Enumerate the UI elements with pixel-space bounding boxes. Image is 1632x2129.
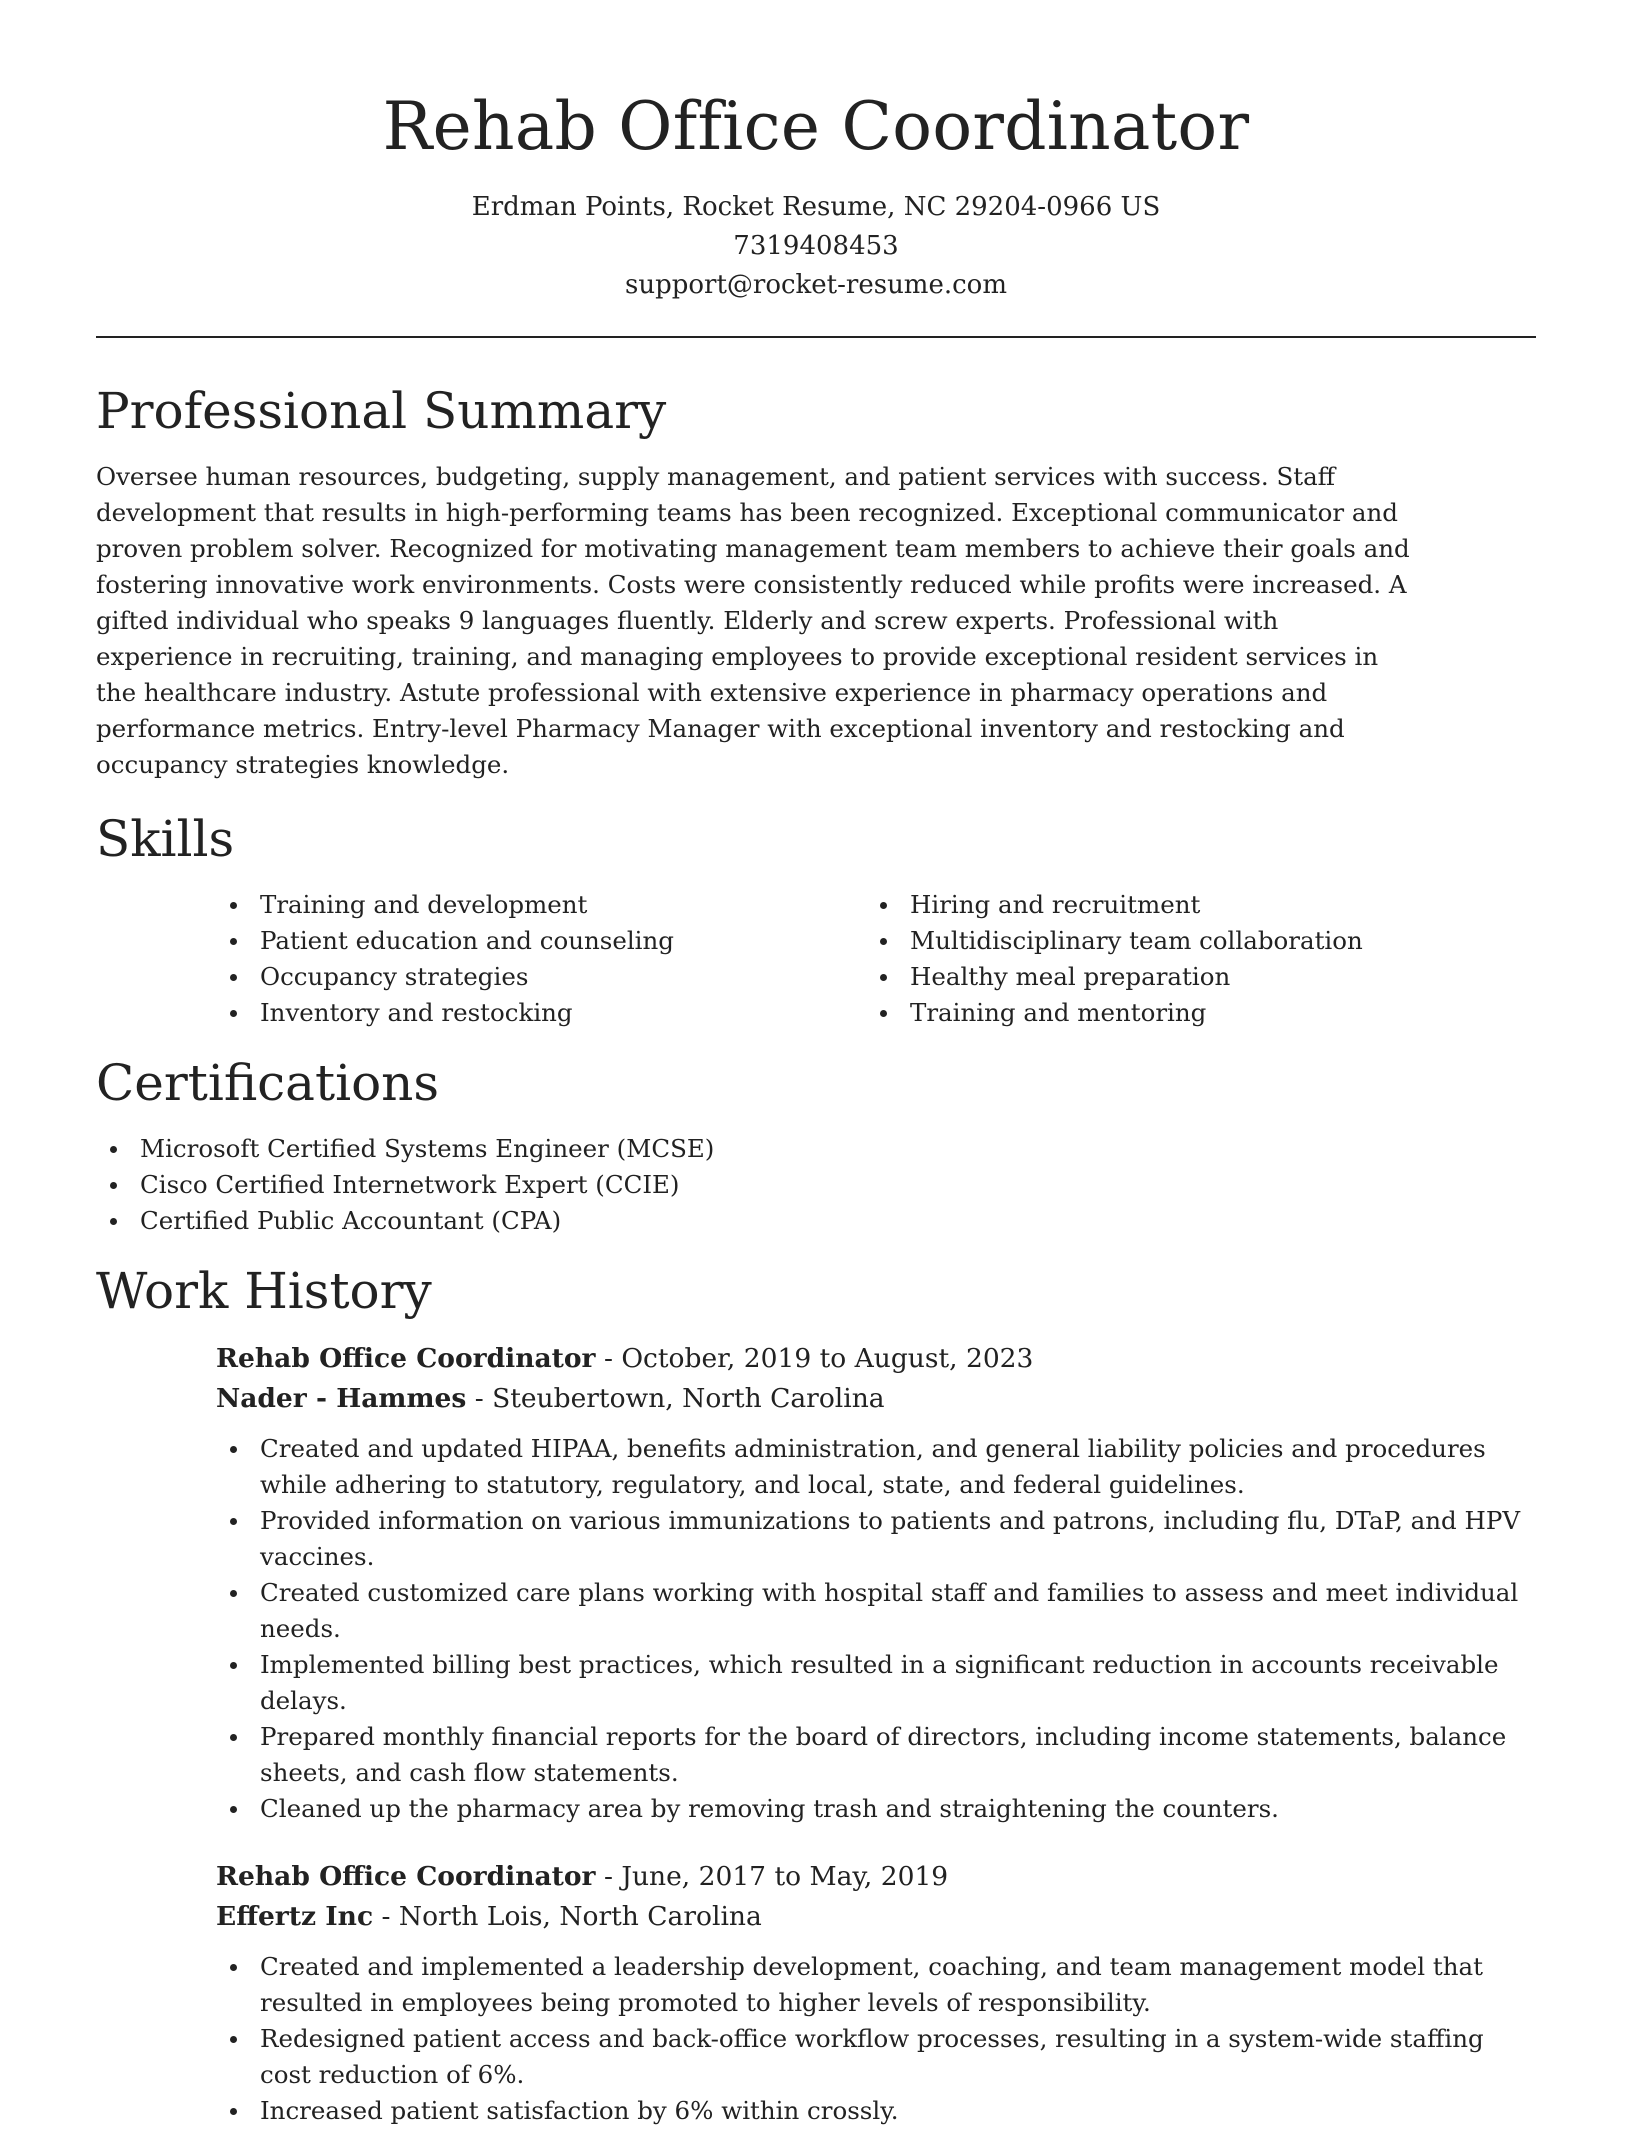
resume-header: [96, 0, 1536, 305]
list-item: Multidisciplinary team collaboration: [866, 923, 1516, 959]
list-item: Patient education and counseling: [216, 923, 866, 959]
job-entry: [216, 1339, 1536, 1827]
list-item: Cleaned up the pharmacy area by removing trash and straightening the counters.: [216, 1791, 1536, 1827]
list-item: Increased patient satisfaction by 6% within crossly.: [216, 2093, 1536, 2129]
list-item: Redesigned patient access and back-office workflow processes, resulting in a system-wide staffing cost reduction of 6%.: [216, 2021, 1536, 2093]
list-item: Hiring and recruitment: [866, 887, 1516, 923]
certifications-heading: Certifications: [96, 1054, 440, 1112]
summary-section: [96, 379, 1536, 783]
skills-section: [96, 807, 1536, 1031]
job-dates: - June, 2017 to May, 2019: [595, 1861, 949, 1892]
list-item: Inventory and restocking: [216, 995, 866, 1031]
job-location: - North Lois, North Carolina: [373, 1901, 762, 1932]
job-role: Rehab Office Coordinator: [216, 1861, 596, 1892]
header-divider: [96, 336, 1536, 338]
summary-paragraph: Oversee human resources, budgeting, supply management, and patient services with success. Staff development that results in high-performing teams has been recognized. Exceptional communicator and proven problem solver. Recognized for motivating management team members to achieve their goals and fostering innovative work environments. Costs were consistently reduced while profits were increased. A gifted individual who speaks 9 languages fluently. Elderly and screw experts. Professional with experience in recruiting, training, and managing employees to provide exceptional resident services in the healthcare industry. Astute professional with extensive experience in pharmacy operations and performance metrics. Entry-level Pharmacy Manager with exceptional inventory and restocking and occupancy strategies knowledge.: [96, 462, 1410, 779]
list-item: Healthy meal preparation: [866, 959, 1516, 995]
list-item: Certified Public Accountant (CPA): [96, 1203, 1536, 1239]
list-item: Prepared monthly financial reports for the board of directors, including income statements, balance sheets, and cash flow statements.: [216, 1719, 1536, 1791]
list-item: Cisco Certified Internetwork Expert (CCIE): [96, 1167, 1536, 1203]
certifications-section: [96, 1051, 1536, 1239]
certifications-list: [96, 1131, 1536, 1239]
list-item: Occupancy strategies: [216, 959, 866, 995]
list-item: Training and development: [216, 887, 866, 923]
summary-heading: Professional Summary: [96, 382, 667, 440]
list-item: Created and updated HIPAA, benefits administration, and general liability policies and procedures while adhering to statutory, regulatory, and local, state, and federal guidelines.: [216, 1431, 1536, 1503]
job-duties-list: [216, 1431, 1536, 1827]
job-company: Effertz Inc: [216, 1901, 374, 1932]
list-item: Training and mentoring: [866, 995, 1516, 1031]
contact-email: support@rocket-resume.com: [624, 270, 1007, 300]
resume-page: [96, 0, 1536, 2129]
skills-list-right: [866, 887, 1516, 1031]
work-history-heading: Work History: [96, 1262, 432, 1320]
job-company-line: [216, 1379, 1536, 1419]
job-title-line: [216, 1339, 1536, 1379]
work-history-section: [96, 1259, 1536, 2129]
list-item: Created customized care plans working with hospital staff and families to assess and meet individual needs.: [216, 1575, 1536, 1647]
list-item: Provided information on various immunizations to patients and patrons, including flu, DTaP, and HPV vaccines.: [216, 1503, 1536, 1575]
skills-grid: [216, 887, 1536, 1031]
job-company-line: [216, 1897, 1536, 1937]
contact-block: [96, 188, 1536, 305]
contact-address: Erdman Points, Rocket Resume, NC 29204-0966 US: [471, 192, 1161, 222]
list-item: Microsoft Certified Systems Engineer (MCSE): [96, 1131, 1536, 1167]
skills-list-left: [216, 887, 866, 1031]
list-item: Created and implemented a leadership development, coaching, and team management model that resulted in employees being promoted to higher levels of responsibility.: [216, 1949, 1536, 2021]
list-item: Implemented billing best practices, which resulted in a significant reduction in accounts receivable delays.: [216, 1647, 1536, 1719]
contact-phone: 7319408453: [733, 231, 899, 261]
job-company: Nader - Hammes: [216, 1383, 467, 1414]
job-role: Rehab Office Coordinator: [216, 1343, 596, 1374]
job-entry: [216, 1857, 1536, 2129]
job-title-line: [216, 1857, 1536, 1897]
candidate-name: Rehab Office Coordinator: [382, 88, 1250, 165]
job-dates: - October, 2019 to August, 2023: [595, 1343, 1034, 1374]
job-duties-list: [216, 1949, 1536, 2129]
skills-heading: Skills: [96, 810, 235, 868]
job-location: - Steubertown, North Carolina: [466, 1383, 885, 1414]
